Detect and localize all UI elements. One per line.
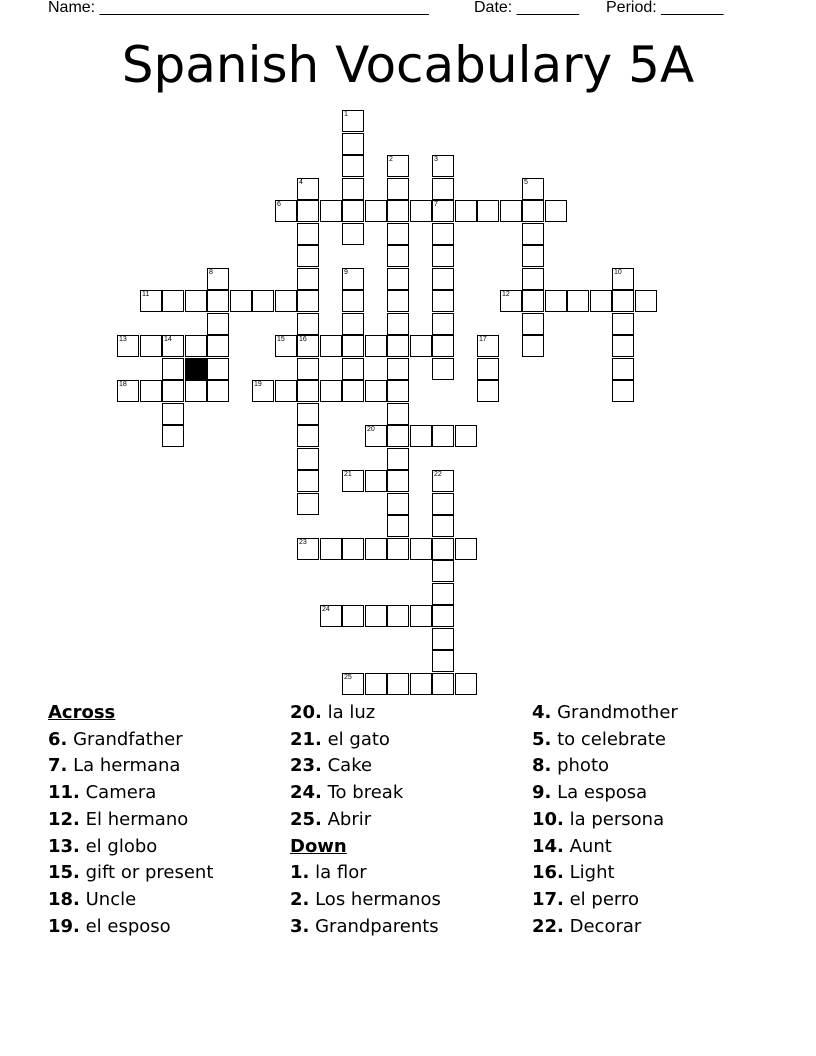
grid-cell[interactable] xyxy=(140,380,162,402)
grid-cell[interactable] xyxy=(522,313,544,335)
clue-item xyxy=(532,753,678,780)
grid-cell[interactable] xyxy=(252,290,274,312)
grid-cell[interactable] xyxy=(432,628,454,650)
clue-item xyxy=(532,860,678,887)
grid-cell[interactable] xyxy=(432,538,454,560)
grid-cell[interactable] xyxy=(522,178,544,200)
grid-cell[interactable] xyxy=(432,245,454,267)
clue-item xyxy=(532,727,678,754)
clue-item xyxy=(532,780,678,807)
grid-cell[interactable] xyxy=(410,538,432,560)
clue-number: 15. xyxy=(48,862,80,884)
grid-cell[interactable] xyxy=(365,335,387,357)
clue-text: La hermana xyxy=(67,755,181,777)
cell-number: 9 xyxy=(344,269,348,276)
cell-number: 5 xyxy=(524,179,528,186)
grid-cell[interactable] xyxy=(297,448,319,470)
grid-cell[interactable] xyxy=(387,448,409,470)
grid-cell[interactable] xyxy=(387,380,409,402)
grid-cell[interactable] xyxy=(590,290,612,312)
grid-cell[interactable] xyxy=(432,583,454,605)
grid-cell[interactable] xyxy=(522,200,544,222)
grid-cell[interactable] xyxy=(162,290,184,312)
grid-cell[interactable] xyxy=(342,178,364,200)
grid-cell[interactable] xyxy=(275,380,297,402)
cell-number: 23 xyxy=(299,539,307,546)
grid-cell[interactable] xyxy=(522,223,544,245)
grid-cell[interactable] xyxy=(365,605,387,627)
clue-text: photo xyxy=(551,755,610,777)
grid-cell[interactable] xyxy=(275,335,297,357)
clue-number: 20. xyxy=(290,702,322,723)
clue-text: Aunt xyxy=(563,835,612,857)
grid-cell[interactable] xyxy=(162,335,184,357)
clue-number: 23. xyxy=(290,755,322,777)
grid-cell[interactable] xyxy=(185,380,207,402)
grid-cell[interactable] xyxy=(185,335,207,357)
clue-item xyxy=(290,914,441,941)
grid-cell[interactable] xyxy=(387,493,409,515)
grid-cell[interactable] xyxy=(297,493,319,515)
grid-cell[interactable] xyxy=(477,380,499,402)
grid-cell[interactable] xyxy=(297,335,319,357)
cell-number: 16 xyxy=(299,336,307,343)
clue-item xyxy=(48,860,213,887)
grid-cell[interactable] xyxy=(500,200,522,222)
grid-cell[interactable] xyxy=(207,335,229,357)
grid-cell[interactable] xyxy=(612,358,634,380)
clue-item xyxy=(290,780,441,807)
grid-cell[interactable] xyxy=(342,380,364,402)
grid-cell[interactable] xyxy=(522,245,544,267)
clue-text: Abrir xyxy=(321,808,372,830)
grid-cell[interactable] xyxy=(162,358,184,380)
grid-cell[interactable] xyxy=(275,290,297,312)
grid-cell[interactable] xyxy=(522,290,544,312)
clue-text: gift or present xyxy=(79,862,214,884)
clue-text: el perro xyxy=(563,888,640,910)
grid-cell[interactable] xyxy=(410,673,432,695)
cell-number: 3 xyxy=(434,156,438,163)
grid-cell[interactable] xyxy=(410,425,432,447)
grid-cell[interactable] xyxy=(455,200,477,222)
cell-number: 15 xyxy=(277,336,285,343)
name-field[interactable]: Name: _____________________________________ xyxy=(48,0,429,16)
cell-number: 10 xyxy=(614,269,622,276)
clue-number: 4. xyxy=(532,702,552,723)
clue-item xyxy=(290,860,441,887)
clue-number: 25. xyxy=(290,808,322,830)
grid-cell[interactable] xyxy=(432,290,454,312)
grid-cell[interactable] xyxy=(297,178,319,200)
cell-number: 17 xyxy=(479,336,487,343)
grid-cell[interactable] xyxy=(387,470,409,492)
page-title: Spanish Vocabulary 5A xyxy=(121,36,695,94)
grid-cell[interactable] xyxy=(545,200,567,222)
grid-cell[interactable] xyxy=(297,245,319,267)
grid-cell[interactable] xyxy=(387,335,409,357)
clue-item xyxy=(532,807,678,834)
grid-cell[interactable] xyxy=(522,268,544,290)
clue-text: la flor xyxy=(309,862,367,884)
date-field[interactable]: Date: _______ xyxy=(474,0,579,16)
clue-item xyxy=(48,914,213,941)
cell-number: 1 xyxy=(344,111,348,118)
grid-cell[interactable] xyxy=(612,313,634,335)
clue-number: 7. xyxy=(48,755,68,777)
clue-item xyxy=(532,834,678,861)
clue-text: Camera xyxy=(79,782,157,804)
grid-cell[interactable] xyxy=(455,538,477,560)
grid-cell[interactable] xyxy=(297,290,319,312)
clue-item xyxy=(290,700,441,727)
grid-cell[interactable] xyxy=(455,425,477,447)
clues-column-3 xyxy=(532,700,678,940)
grid-cell[interactable] xyxy=(612,380,634,402)
grid-cell[interactable] xyxy=(387,245,409,267)
clue-text: Grandmother xyxy=(551,702,678,723)
clue-text: Uncle xyxy=(79,888,137,910)
cell-number: 12 xyxy=(502,291,510,298)
grid-cell[interactable] xyxy=(612,290,634,312)
grid-cell[interactable] xyxy=(117,380,139,402)
clue-number: 14. xyxy=(532,835,564,857)
grid-cell[interactable] xyxy=(207,358,229,380)
across-heading: Across xyxy=(48,702,116,723)
clue-number: 1. xyxy=(290,862,310,884)
grid-cell[interactable] xyxy=(297,470,319,492)
grid-cell[interactable] xyxy=(297,380,319,402)
grid-cell[interactable] xyxy=(432,155,454,177)
cell-number: 19 xyxy=(254,381,262,388)
grid-cell[interactable] xyxy=(432,178,454,200)
grid-cell[interactable] xyxy=(207,313,229,335)
clue-number: 19. xyxy=(48,915,80,937)
cell-number: 21 xyxy=(344,471,352,478)
grid-cell[interactable] xyxy=(387,290,409,312)
clue-item xyxy=(48,887,213,914)
grid-cell[interactable] xyxy=(207,290,229,312)
grid-cell[interactable] xyxy=(612,335,634,357)
clue-text: la persona xyxy=(563,808,665,830)
grid-cell[interactable] xyxy=(342,223,364,245)
grid-cell[interactable] xyxy=(432,268,454,290)
clues-column-2 xyxy=(290,700,441,940)
grid-cell[interactable] xyxy=(410,335,432,357)
grid-cell[interactable] xyxy=(297,223,319,245)
grid-cell[interactable] xyxy=(567,290,589,312)
cell-number: 2 xyxy=(389,156,393,163)
grid-cell[interactable] xyxy=(297,403,319,425)
clue-item xyxy=(48,753,213,780)
grid-cell[interactable] xyxy=(342,313,364,335)
grid-cell[interactable] xyxy=(387,425,409,447)
grid-cell[interactable] xyxy=(432,650,454,672)
clue-number: 21. xyxy=(290,728,322,750)
grid-cell[interactable] xyxy=(297,425,319,447)
grid-cell[interactable] xyxy=(365,470,387,492)
clue-text: to celebrate xyxy=(551,728,666,750)
clue-item xyxy=(48,807,213,834)
clue-number: 16. xyxy=(532,862,564,884)
grid-cell[interactable] xyxy=(365,673,387,695)
grid-cell[interactable] xyxy=(432,493,454,515)
clue-item xyxy=(290,727,441,754)
period-field[interactable]: Period: _______ xyxy=(606,0,724,16)
cell-number: 8 xyxy=(209,269,213,276)
clue-text: To break xyxy=(321,782,404,804)
cell-number: 24 xyxy=(322,606,330,613)
grid-cell[interactable] xyxy=(320,380,342,402)
clue-text: el globo xyxy=(79,835,158,857)
cell-number: 13 xyxy=(119,336,127,343)
clue-text: Light xyxy=(563,862,615,884)
clue-text: la luz xyxy=(321,702,376,723)
clue-item xyxy=(290,887,441,914)
grid-cell[interactable] xyxy=(207,268,229,290)
grid-cell[interactable] xyxy=(320,605,342,627)
grid-cell[interactable] xyxy=(432,605,454,627)
grid-cell[interactable] xyxy=(342,335,364,357)
grid-cell[interactable] xyxy=(230,290,252,312)
clue-number: 2. xyxy=(290,888,310,910)
grid-cell[interactable] xyxy=(432,470,454,492)
grid-cell[interactable] xyxy=(207,380,229,402)
grid-cell[interactable] xyxy=(455,673,477,695)
grid-cell[interactable] xyxy=(342,538,364,560)
grid-cell[interactable] xyxy=(342,605,364,627)
clue-item xyxy=(48,780,213,807)
grid-cell[interactable] xyxy=(387,268,409,290)
grid-cell[interactable] xyxy=(410,605,432,627)
grid-cell[interactable] xyxy=(522,335,544,357)
grid-cell[interactable] xyxy=(387,223,409,245)
clue-item xyxy=(532,700,678,727)
grid-cell[interactable] xyxy=(387,403,409,425)
grid-cell[interactable] xyxy=(297,268,319,290)
cell-number: 20 xyxy=(367,426,375,433)
cell-number: 4 xyxy=(299,179,303,186)
grid-cell[interactable] xyxy=(477,200,499,222)
grid-cell[interactable] xyxy=(387,673,409,695)
clue-text: Cake xyxy=(321,755,373,777)
grid-cell[interactable] xyxy=(477,335,499,357)
grid-cell[interactable] xyxy=(342,155,364,177)
grid-cell[interactable] xyxy=(342,268,364,290)
grid-cell[interactable] xyxy=(365,200,387,222)
grid-cell[interactable] xyxy=(320,200,342,222)
grid-cell[interactable] xyxy=(432,425,454,447)
clue-number: 12. xyxy=(48,808,80,830)
clue-text: Grandparents xyxy=(309,915,439,937)
clue-item xyxy=(290,807,441,834)
grid-cell[interactable] xyxy=(432,358,454,380)
grid-cell[interactable] xyxy=(140,335,162,357)
grid-cell[interactable] xyxy=(365,538,387,560)
grid-cell[interactable] xyxy=(432,313,454,335)
cell-number: 7 xyxy=(434,201,438,208)
clue-number: 24. xyxy=(290,782,322,804)
grid-cell[interactable] xyxy=(297,358,319,380)
grid-cell[interactable] xyxy=(432,223,454,245)
clue-number: 11. xyxy=(48,782,80,804)
clue-item xyxy=(48,727,213,754)
grid-cell[interactable] xyxy=(342,133,364,155)
grid-cell[interactable] xyxy=(365,380,387,402)
clue-number: 22. xyxy=(532,915,564,937)
cell-number: 14 xyxy=(164,336,172,343)
grid-cell[interactable] xyxy=(612,268,634,290)
grid-cell[interactable] xyxy=(432,200,454,222)
grid-cell[interactable] xyxy=(140,290,162,312)
grid-cell[interactable] xyxy=(117,335,139,357)
grid-cell[interactable] xyxy=(342,358,364,380)
clue-text: Los hermanos xyxy=(309,888,441,910)
grid-cell[interactable] xyxy=(387,313,409,335)
clue-item xyxy=(532,887,678,914)
cell-number: 11 xyxy=(142,291,150,298)
grid-cell[interactable] xyxy=(342,110,364,132)
clue-number: 5. xyxy=(532,728,552,750)
grid-cell[interactable] xyxy=(342,200,364,222)
grid-cell[interactable] xyxy=(545,290,567,312)
grid-cell[interactable] xyxy=(297,200,319,222)
grid-cell[interactable] xyxy=(432,673,454,695)
grid-cell[interactable] xyxy=(162,403,184,425)
grid-cell[interactable] xyxy=(432,335,454,357)
clue-text: el esposo xyxy=(79,915,171,937)
clue-number: 3. xyxy=(290,915,310,937)
grid-cell[interactable] xyxy=(387,515,409,537)
grid-cell[interactable] xyxy=(500,290,522,312)
cell-number: 25 xyxy=(344,674,352,681)
grid-cell[interactable] xyxy=(432,515,454,537)
grid-cell[interactable] xyxy=(387,605,409,627)
clue-number: 8. xyxy=(532,755,552,777)
clue-item xyxy=(290,753,441,780)
grid-cell[interactable] xyxy=(365,425,387,447)
clue-text: El hermano xyxy=(79,808,189,830)
grid-cell[interactable] xyxy=(387,200,409,222)
clues-column-1 xyxy=(48,700,213,940)
clue-text: Decorar xyxy=(563,915,642,937)
grid-cell[interactable] xyxy=(297,538,319,560)
clue-text: Grandfather xyxy=(67,728,183,750)
grid-cell[interactable] xyxy=(432,560,454,582)
grid-cell[interactable] xyxy=(320,335,342,357)
grid-cell[interactable] xyxy=(342,673,364,695)
clue-item xyxy=(532,914,678,941)
clue-number: 9. xyxy=(532,782,552,804)
cell-number: 6 xyxy=(277,201,281,208)
grid-cell[interactable] xyxy=(275,200,297,222)
cell-number: 22 xyxy=(434,471,442,478)
grid-cell[interactable] xyxy=(477,358,499,380)
grid-cell[interactable] xyxy=(162,380,184,402)
black-cell xyxy=(185,358,207,380)
clue-number: 17. xyxy=(532,888,564,910)
clue-number: 13. xyxy=(48,835,80,857)
grid-cell[interactable] xyxy=(410,200,432,222)
clue-number: 10. xyxy=(532,808,564,830)
grid-cell[interactable] xyxy=(387,178,409,200)
grid-cell[interactable] xyxy=(320,538,342,560)
down-heading: Down xyxy=(290,835,347,857)
clue-text: La esposa xyxy=(551,782,648,804)
grid-cell[interactable] xyxy=(252,380,274,402)
grid-cell[interactable] xyxy=(342,290,364,312)
grid-cell[interactable] xyxy=(387,155,409,177)
grid-cell[interactable] xyxy=(297,313,319,335)
clue-number: 6. xyxy=(48,728,68,750)
grid-cell[interactable] xyxy=(635,290,657,312)
grid-cell[interactable] xyxy=(342,470,364,492)
grid-cell[interactable] xyxy=(162,425,184,447)
clue-text: el gato xyxy=(321,728,390,750)
clue-item xyxy=(48,834,213,861)
grid-cell[interactable] xyxy=(387,358,409,380)
cell-number: 18 xyxy=(119,381,127,388)
grid-cell[interactable] xyxy=(185,290,207,312)
clue-number: 18. xyxy=(48,888,80,910)
grid-cell[interactable] xyxy=(387,538,409,560)
